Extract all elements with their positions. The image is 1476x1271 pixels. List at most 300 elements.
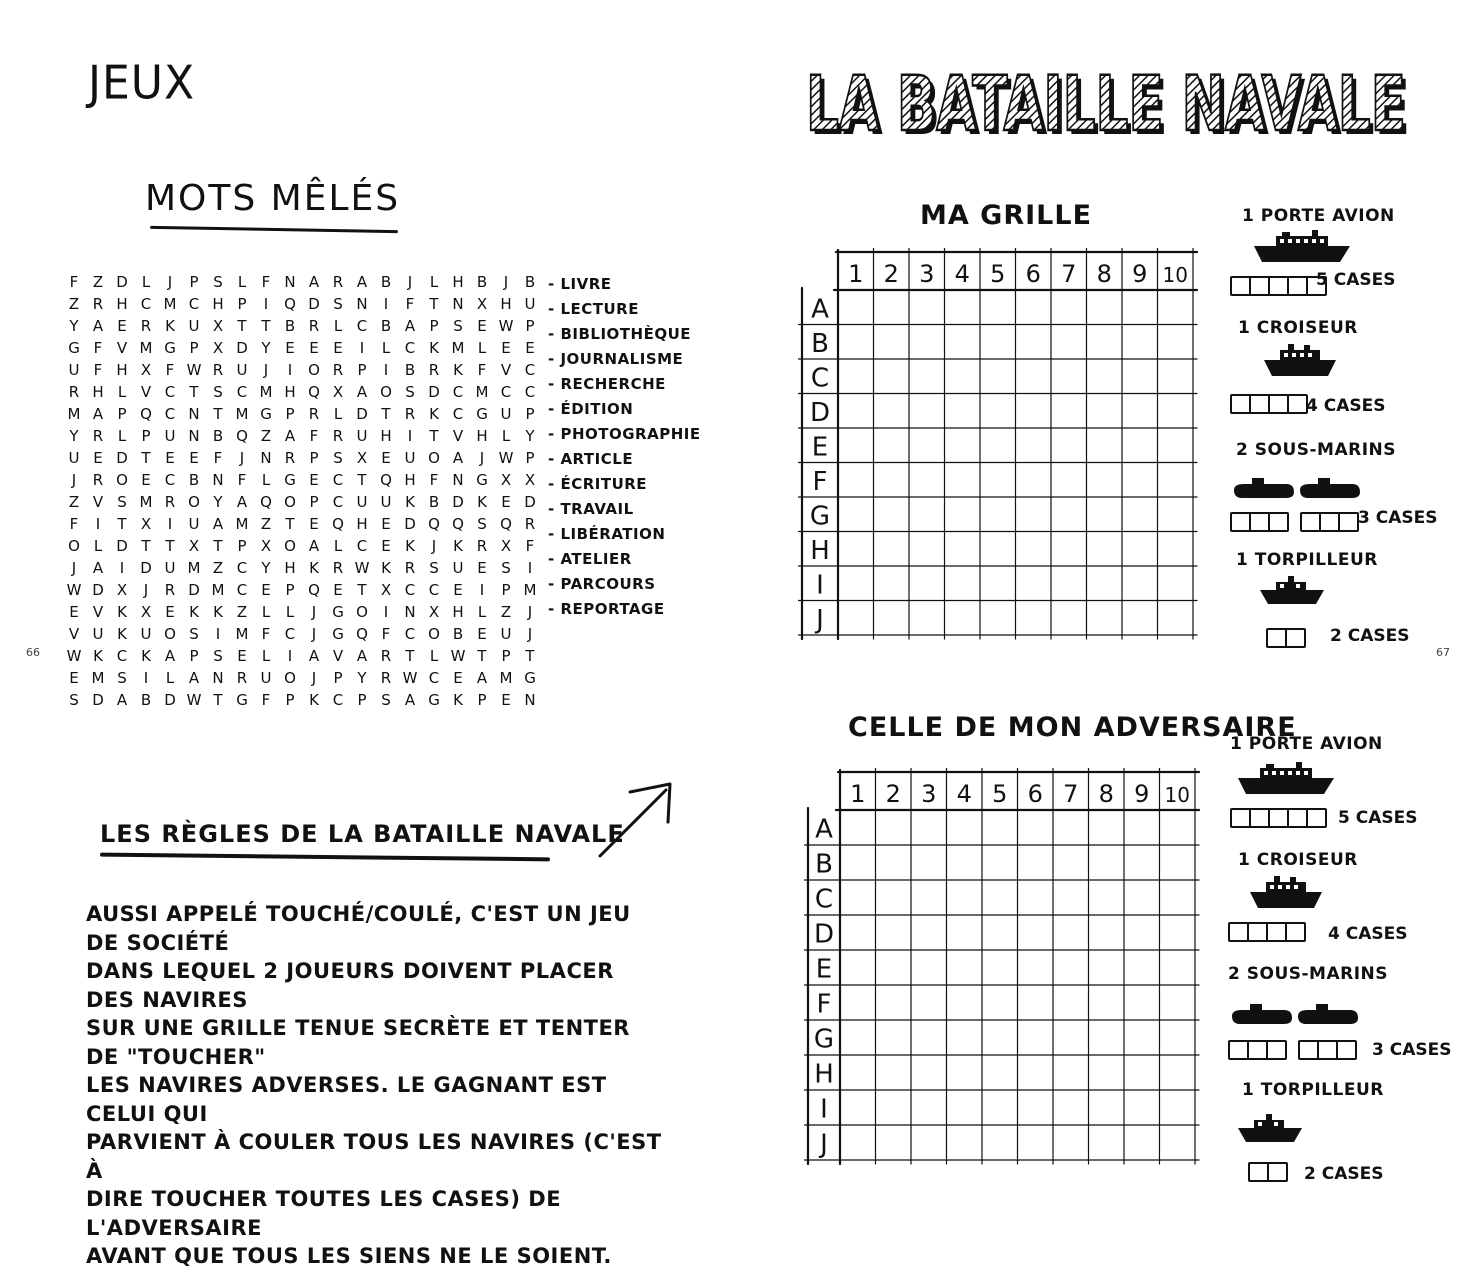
wordsearch-letter[interactable]: E bbox=[309, 471, 319, 489]
wordsearch-letter[interactable]: D bbox=[404, 515, 416, 533]
grid-cell[interactable] bbox=[1125, 986, 1159, 1019]
wordsearch-letter[interactable]: Y bbox=[525, 427, 535, 445]
wordsearch-letter[interactable]: X bbox=[140, 603, 152, 621]
grid-cell[interactable] bbox=[981, 429, 1015, 462]
wordsearch-letter[interactable]: A bbox=[116, 691, 128, 709]
wordsearch-letter[interactable]: I bbox=[143, 669, 149, 687]
wordsearch-letter[interactable]: C bbox=[188, 295, 200, 313]
wordsearch-letter[interactable]: X bbox=[212, 317, 224, 335]
wordsearch-letter[interactable]: U bbox=[500, 625, 512, 643]
grid-cell[interactable] bbox=[841, 811, 875, 844]
wordsearch-letter[interactable]: G bbox=[476, 471, 488, 489]
wordsearch-letter[interactable]: G bbox=[476, 405, 488, 423]
wordsearch-letter[interactable]: M bbox=[91, 669, 105, 687]
grid-cell[interactable] bbox=[1090, 1056, 1124, 1089]
wordsearch-letter[interactable]: B bbox=[452, 625, 464, 643]
grid-cell[interactable] bbox=[1052, 291, 1086, 324]
wordsearch-letter[interactable]: F bbox=[213, 449, 223, 467]
wordsearch-letter[interactable]: F bbox=[93, 361, 103, 379]
wordsearch-letter[interactable]: F bbox=[405, 295, 415, 313]
wordsearch-letter[interactable]: F bbox=[165, 361, 175, 379]
grid-cell[interactable] bbox=[1123, 602, 1157, 635]
grid-cell[interactable] bbox=[1161, 811, 1195, 844]
wordsearch-letter[interactable]: E bbox=[141, 471, 151, 489]
wordsearch-letter[interactable]: Y bbox=[213, 493, 223, 511]
wordsearch-letter[interactable]: K bbox=[93, 647, 103, 665]
wordsearch-letter[interactable]: L bbox=[429, 273, 439, 291]
wordsearch-letter[interactable]: N bbox=[284, 273, 296, 291]
wordsearch-letter[interactable]: U bbox=[188, 515, 200, 533]
grid-cell[interactable] bbox=[1017, 360, 1051, 393]
wordsearch-letter[interactable]: X bbox=[356, 449, 368, 467]
wordsearch-letter[interactable]: K bbox=[453, 537, 463, 555]
wordsearch-letter[interactable]: J bbox=[143, 581, 149, 599]
wordsearch-letter[interactable]: B bbox=[404, 361, 416, 379]
wordsearch-letter[interactable]: E bbox=[501, 493, 511, 511]
grid-cell[interactable] bbox=[983, 951, 1017, 984]
grid-cell[interactable] bbox=[1052, 464, 1086, 497]
wordsearch-letter[interactable]: G bbox=[332, 603, 344, 621]
wordsearch-letter[interactable]: P bbox=[237, 537, 247, 555]
wordsearch-letter[interactable]: A bbox=[356, 383, 368, 401]
wordsearch-letter[interactable]: D bbox=[188, 581, 200, 599]
wordsearch-letter[interactable]: F bbox=[261, 273, 271, 291]
wordsearch-letter[interactable]: A bbox=[452, 449, 464, 467]
wordsearch-letter[interactable]: H bbox=[476, 427, 488, 445]
grid-cell[interactable] bbox=[877, 1056, 911, 1089]
wordsearch-letter[interactable]: E bbox=[261, 581, 271, 599]
wordsearch-letter[interactable]: R bbox=[308, 405, 320, 423]
wordsearch-letter[interactable]: H bbox=[284, 559, 296, 577]
wordsearch-letter[interactable]: R bbox=[236, 669, 248, 687]
wordsearch-letter[interactable]: F bbox=[525, 537, 535, 555]
grid-cell[interactable] bbox=[877, 1091, 911, 1124]
wordsearch-letter[interactable]: C bbox=[524, 383, 536, 401]
wordsearch-letter[interactable]: I bbox=[287, 361, 293, 379]
wordsearch-letter[interactable]: H bbox=[356, 515, 368, 533]
wordsearch-letter[interactable]: P bbox=[141, 427, 151, 445]
wordsearch-letter[interactable]: Q bbox=[260, 493, 272, 511]
wordsearch-letter[interactable]: C bbox=[236, 581, 248, 599]
grid-cell[interactable] bbox=[948, 881, 982, 914]
wordsearch-letter[interactable]: L bbox=[285, 603, 295, 621]
grid-cell[interactable] bbox=[1161, 1021, 1195, 1054]
wordsearch-letter[interactable]: Q bbox=[308, 383, 320, 401]
wordsearch-letter[interactable]: W bbox=[498, 449, 514, 467]
wordsearch-letter[interactable]: R bbox=[68, 383, 80, 401]
wordsearch-letter[interactable]: H bbox=[452, 603, 464, 621]
grid-cell[interactable] bbox=[912, 1056, 946, 1089]
grid-cell[interactable] bbox=[839, 326, 873, 359]
grid-cell[interactable] bbox=[1088, 326, 1122, 359]
wordsearch-letter[interactable]: A bbox=[92, 405, 104, 423]
grid-cell[interactable] bbox=[875, 395, 909, 428]
grid-cell[interactable] bbox=[1054, 951, 1088, 984]
wordsearch-letter[interactable]: C bbox=[356, 537, 368, 555]
wordsearch-letter[interactable]: D bbox=[140, 559, 152, 577]
grid-cell[interactable] bbox=[1017, 567, 1051, 600]
grid-cell[interactable] bbox=[877, 811, 911, 844]
grid-cell[interactable] bbox=[875, 533, 909, 566]
wordsearch-letter[interactable]: G bbox=[428, 691, 440, 709]
wordsearch-letter[interactable]: Q bbox=[380, 471, 392, 489]
grid-cell[interactable] bbox=[1159, 498, 1193, 531]
wordsearch-letter[interactable]: A bbox=[356, 273, 368, 291]
wordsearch-letter[interactable]: K bbox=[117, 625, 127, 643]
wordsearch-letter[interactable]: B bbox=[524, 273, 536, 291]
grid-cell[interactable] bbox=[875, 567, 909, 600]
wordsearch-letter[interactable]: V bbox=[92, 493, 104, 511]
grid-cell[interactable] bbox=[910, 602, 944, 635]
wordsearch-letter[interactable]: L bbox=[141, 273, 151, 291]
grid-cell[interactable] bbox=[1090, 846, 1124, 879]
wordsearch-letter[interactable]: L bbox=[261, 471, 271, 489]
wordsearch-letter[interactable]: C bbox=[236, 383, 248, 401]
wordsearch-letter[interactable]: R bbox=[404, 559, 416, 577]
grid-cell[interactable] bbox=[1161, 916, 1195, 949]
wordsearch-letter[interactable]: N bbox=[212, 669, 224, 687]
wordsearch-letter[interactable]: X bbox=[332, 383, 344, 401]
wordsearch-letter[interactable]: E bbox=[309, 515, 319, 533]
wordsearch-letter[interactable]: A bbox=[92, 559, 104, 577]
wordsearch-letter[interactable]: A bbox=[188, 669, 200, 687]
grid-cell[interactable] bbox=[1125, 811, 1159, 844]
grid-cell[interactable] bbox=[841, 1091, 875, 1124]
grid-cell[interactable] bbox=[839, 498, 873, 531]
wordsearch-letter[interactable]: X bbox=[524, 471, 536, 489]
wordsearch-letter[interactable]: T bbox=[213, 691, 223, 709]
grid-cell[interactable] bbox=[981, 533, 1015, 566]
wordsearch-letter[interactable]: T bbox=[165, 537, 175, 555]
grid-cell[interactable] bbox=[1123, 429, 1157, 462]
grid-cell[interactable] bbox=[946, 498, 980, 531]
wordsearch-letter[interactable]: I bbox=[383, 603, 389, 621]
wordsearch-letter[interactable]: P bbox=[525, 449, 535, 467]
wordsearch-letter[interactable]: Y bbox=[261, 339, 271, 357]
grid-cell[interactable] bbox=[912, 881, 946, 914]
grid-cell[interactable] bbox=[1161, 881, 1195, 914]
grid-cell[interactable] bbox=[1090, 811, 1124, 844]
grid-cell[interactable] bbox=[912, 1126, 946, 1159]
grid-cell[interactable] bbox=[1125, 916, 1159, 949]
grid-cell[interactable] bbox=[841, 1056, 875, 1089]
wordsearch-letter[interactable]: T bbox=[189, 383, 199, 401]
wordsearch-letter[interactable]: S bbox=[213, 647, 223, 665]
grid-cell[interactable] bbox=[910, 360, 944, 393]
wordsearch-letter[interactable]: F bbox=[69, 273, 79, 291]
wordsearch-letter[interactable]: C bbox=[164, 383, 176, 401]
wordsearch-letter[interactable]: U bbox=[356, 427, 368, 445]
grid-cell[interactable] bbox=[841, 1126, 875, 1159]
grid-cell[interactable] bbox=[910, 326, 944, 359]
wordsearch-letter[interactable]: R bbox=[332, 273, 344, 291]
grid-cell[interactable] bbox=[1123, 360, 1157, 393]
wordsearch-letter[interactable]: Q bbox=[284, 295, 296, 313]
wordsearch-letter[interactable]: L bbox=[117, 383, 127, 401]
wordsearch-letter[interactable]: O bbox=[284, 537, 296, 555]
wordsearch-letter[interactable]: E bbox=[381, 515, 391, 533]
wordsearch-letter[interactable]: N bbox=[452, 295, 464, 313]
wordsearch-letter[interactable]: T bbox=[117, 515, 127, 533]
wordsearch-letter[interactable]: C bbox=[284, 625, 296, 643]
wordsearch-letter[interactable]: G bbox=[284, 471, 296, 489]
wordsearch-letter[interactable]: S bbox=[213, 273, 223, 291]
wordsearch-letter[interactable]: H bbox=[92, 383, 104, 401]
wordsearch-letter[interactable]: O bbox=[380, 383, 392, 401]
wordsearch-letter[interactable]: R bbox=[404, 405, 416, 423]
grid-cell[interactable] bbox=[948, 1126, 982, 1159]
grid-cell[interactable] bbox=[1090, 1021, 1124, 1054]
grid-cell[interactable] bbox=[839, 533, 873, 566]
wordsearch-letter[interactable]: U bbox=[404, 449, 416, 467]
grid-cell[interactable] bbox=[1088, 464, 1122, 497]
wordsearch-letter[interactable]: D bbox=[164, 691, 176, 709]
wordsearch-letter[interactable]: M bbox=[211, 581, 225, 599]
grid-cell[interactable] bbox=[946, 464, 980, 497]
wordsearch-letter[interactable]: R bbox=[164, 581, 176, 599]
wordsearch-letter[interactable]: C bbox=[332, 493, 344, 511]
grid-cell[interactable] bbox=[1090, 916, 1124, 949]
wordsearch-letter[interactable]: S bbox=[429, 559, 439, 577]
grid-cell[interactable] bbox=[841, 951, 875, 984]
grid-cell[interactable] bbox=[1054, 881, 1088, 914]
wordsearch-letter[interactable]: M bbox=[235, 515, 249, 533]
wordsearch-letter[interactable]: C bbox=[164, 405, 176, 423]
wordsearch-letter[interactable]: X bbox=[140, 361, 152, 379]
wordsearch-letter[interactable]: M bbox=[139, 339, 153, 357]
grid-cell[interactable] bbox=[910, 533, 944, 566]
wordsearch-letter[interactable]: S bbox=[501, 559, 511, 577]
grid-cell[interactable] bbox=[1088, 602, 1122, 635]
grid-cell[interactable] bbox=[946, 360, 980, 393]
wordsearch-letter[interactable]: E bbox=[333, 339, 343, 357]
wordsearch-letter[interactable]: A bbox=[284, 427, 296, 445]
wordsearch-letter[interactable]: K bbox=[141, 647, 151, 665]
grid-cell[interactable] bbox=[1054, 1091, 1088, 1124]
wordsearch-letter[interactable]: C bbox=[428, 581, 440, 599]
wordsearch-letter[interactable]: Q bbox=[236, 427, 248, 445]
grid-cell[interactable] bbox=[1019, 1056, 1053, 1089]
wordsearch-letter[interactable]: L bbox=[117, 427, 127, 445]
wordsearch-letter[interactable]: J bbox=[503, 273, 509, 291]
wordsearch-letter[interactable]: N bbox=[212, 471, 224, 489]
wordsearch-letter[interactable]: Z bbox=[68, 295, 80, 313]
wordsearch-letter[interactable]: C bbox=[500, 383, 512, 401]
grid-cell[interactable] bbox=[1161, 1056, 1195, 1089]
grid-cell[interactable] bbox=[912, 846, 946, 879]
wordsearch-letter[interactable]: R bbox=[332, 427, 344, 445]
grid-cell[interactable] bbox=[839, 429, 873, 462]
grid-cell[interactable] bbox=[1090, 986, 1124, 1019]
grid-cell[interactable] bbox=[1019, 881, 1053, 914]
wordsearch-letter[interactable]: F bbox=[69, 515, 79, 533]
wordsearch-letter[interactable]: E bbox=[501, 691, 511, 709]
wordsearch-letter[interactable]: E bbox=[309, 339, 319, 357]
wordsearch-letter[interactable]: S bbox=[213, 383, 223, 401]
grid-cell[interactable] bbox=[1052, 498, 1086, 531]
grid-cell[interactable] bbox=[948, 951, 982, 984]
wordsearch-letter[interactable]: J bbox=[71, 471, 77, 489]
wordsearch-letter[interactable]: Y bbox=[261, 559, 271, 577]
wordsearch-letter[interactable]: H bbox=[452, 273, 464, 291]
wordsearch-letter[interactable]: J bbox=[167, 273, 173, 291]
grid-cell[interactable] bbox=[1088, 429, 1122, 462]
wordsearch-letter[interactable]: N bbox=[188, 405, 200, 423]
grid-cell[interactable] bbox=[1019, 951, 1053, 984]
wordsearch-letter[interactable]: H bbox=[380, 427, 392, 445]
wordsearch-letter[interactable]: N bbox=[452, 471, 464, 489]
wordsearch-letter[interactable]: X bbox=[140, 515, 152, 533]
grid-cell[interactable] bbox=[912, 811, 946, 844]
grid-cell[interactable] bbox=[841, 916, 875, 949]
wordsearch-letter[interactable]: L bbox=[165, 669, 175, 687]
grid-cell[interactable] bbox=[1159, 395, 1193, 428]
wordsearch-letter[interactable]: H bbox=[116, 361, 128, 379]
wordsearch-letter[interactable]: Z bbox=[236, 603, 248, 621]
grid-cell[interactable] bbox=[877, 881, 911, 914]
wordsearch-letter[interactable]: M bbox=[139, 493, 153, 511]
wordsearch-letter[interactable]: U bbox=[188, 317, 200, 335]
wordsearch-letter[interactable]: N bbox=[260, 449, 272, 467]
wordsearch-letter[interactable]: P bbox=[285, 581, 295, 599]
wordsearch-letter[interactable]: G bbox=[524, 669, 536, 687]
wordsearch-letter[interactable]: M bbox=[187, 559, 201, 577]
wordsearch-letter[interactable]: E bbox=[477, 317, 487, 335]
wordsearch-letter[interactable]: F bbox=[237, 471, 247, 489]
wordsearch-letter[interactable]: M bbox=[259, 383, 273, 401]
wordsearch-letter[interactable]: E bbox=[237, 647, 247, 665]
wordsearch-letter[interactable]: X bbox=[428, 603, 440, 621]
grid-cell[interactable] bbox=[1019, 846, 1053, 879]
grid-cell[interactable] bbox=[946, 602, 980, 635]
wordsearch-letter[interactable]: Z bbox=[260, 515, 272, 533]
wordsearch-letter[interactable]: J bbox=[527, 625, 533, 643]
wordsearch-letter[interactable]: W bbox=[186, 361, 202, 379]
wordsearch-letter[interactable]: R bbox=[212, 361, 224, 379]
wordsearch-letter[interactable]: E bbox=[453, 669, 463, 687]
wordsearch-letter[interactable]: P bbox=[429, 317, 439, 335]
wordsearch-letter[interactable]: Z bbox=[260, 427, 272, 445]
grid-cell[interactable] bbox=[1052, 567, 1086, 600]
wordsearch-letter[interactable]: D bbox=[524, 493, 536, 511]
wordsearch-letter[interactable]: H bbox=[116, 295, 128, 313]
grid-cell[interactable] bbox=[1052, 395, 1086, 428]
wordsearch-letter[interactable]: P bbox=[189, 339, 199, 357]
wordsearch-letter[interactable]: P bbox=[309, 449, 319, 467]
wordsearch-letter[interactable]: T bbox=[141, 537, 151, 555]
wordsearch-letter[interactable]: G bbox=[68, 339, 80, 357]
wordsearch-letter[interactable]: U bbox=[380, 493, 392, 511]
wordsearch-letter[interactable]: N bbox=[404, 603, 416, 621]
wordsearch-letter[interactable]: E bbox=[117, 317, 127, 335]
wordsearch-letter[interactable]: N bbox=[524, 691, 536, 709]
wordsearch-letter[interactable]: I bbox=[263, 295, 269, 313]
wordsearch-letter[interactable]: A bbox=[164, 647, 176, 665]
wordsearch-letter[interactable]: C bbox=[332, 471, 344, 489]
grid-cell[interactable] bbox=[877, 1126, 911, 1159]
wordsearch-letter[interactable]: T bbox=[261, 317, 271, 335]
grid-cell[interactable] bbox=[1123, 498, 1157, 531]
grid-cell[interactable] bbox=[1017, 464, 1051, 497]
grid-cell[interactable] bbox=[1161, 951, 1195, 984]
grid-cell[interactable] bbox=[948, 986, 982, 1019]
wordsearch-letter[interactable]: Q bbox=[332, 515, 344, 533]
grid-cell[interactable] bbox=[1159, 326, 1193, 359]
wordsearch-letter[interactable]: S bbox=[381, 691, 391, 709]
wordsearch-letter[interactable]: K bbox=[429, 339, 439, 357]
wordsearch-letter[interactable]: X bbox=[260, 537, 272, 555]
wordsearch-letter[interactable]: U bbox=[260, 669, 272, 687]
wordsearch-letter[interactable]: A bbox=[308, 273, 320, 291]
grid-cell[interactable] bbox=[1125, 1021, 1159, 1054]
grid-cell[interactable] bbox=[1090, 951, 1124, 984]
grid-cell[interactable] bbox=[910, 291, 944, 324]
wordsearch-letter[interactable]: N bbox=[356, 295, 368, 313]
wordsearch-letter[interactable]: X bbox=[212, 339, 224, 357]
wordsearch-letter[interactable]: T bbox=[405, 647, 415, 665]
wordsearch-letter[interactable]: C bbox=[404, 581, 416, 599]
wordsearch-letter[interactable]: I bbox=[359, 339, 365, 357]
grid-cell[interactable] bbox=[839, 602, 873, 635]
grid-cell[interactable] bbox=[983, 916, 1017, 949]
wordsearch-letter[interactable]: P bbox=[501, 647, 511, 665]
wordsearch-letter[interactable]: V bbox=[452, 427, 464, 445]
wordsearch-letter[interactable]: C bbox=[140, 295, 152, 313]
grid-cell[interactable] bbox=[946, 567, 980, 600]
wordsearch-letter[interactable]: V bbox=[92, 603, 104, 621]
grid-cell[interactable] bbox=[1088, 395, 1122, 428]
grid-cell[interactable] bbox=[875, 429, 909, 462]
wordsearch-letter[interactable]: C bbox=[356, 317, 368, 335]
wordsearch-letter[interactable]: T bbox=[357, 471, 367, 489]
grid-cell[interactable] bbox=[1125, 846, 1159, 879]
wordsearch-letter[interactable]: S bbox=[453, 317, 463, 335]
wordsearch-letter[interactable]: C bbox=[404, 625, 416, 643]
wordsearch-letter[interactable]: E bbox=[93, 449, 103, 467]
wordsearch-letter[interactable]: D bbox=[356, 405, 368, 423]
grid-cell[interactable] bbox=[1054, 986, 1088, 1019]
wordsearch-letter[interactable]: E bbox=[501, 339, 511, 357]
grid-cell[interactable] bbox=[1123, 464, 1157, 497]
my-grid[interactable] bbox=[798, 248, 1199, 641]
wordsearch-letter[interactable]: L bbox=[261, 647, 271, 665]
wordsearch-letter[interactable]: M bbox=[235, 405, 249, 423]
wordsearch-letter[interactable]: A bbox=[308, 537, 320, 555]
wordsearch-letter[interactable]: U bbox=[164, 559, 176, 577]
grid-cell[interactable] bbox=[877, 986, 911, 1019]
wordsearch-letter[interactable]: J bbox=[311, 603, 317, 621]
wordsearch-letter[interactable]: M bbox=[451, 339, 465, 357]
wordsearch-letter[interactable]: C bbox=[524, 361, 536, 379]
grid-cell[interactable] bbox=[1052, 533, 1086, 566]
wordsearch-letter[interactable]: X bbox=[380, 581, 392, 599]
wordsearch-letter[interactable]: A bbox=[236, 493, 248, 511]
wordsearch-letter[interactable]: D bbox=[92, 581, 104, 599]
wordsearch-letter[interactable]: A bbox=[212, 515, 224, 533]
grid-cell[interactable] bbox=[912, 1091, 946, 1124]
grid-cell[interactable] bbox=[946, 326, 980, 359]
grid-cell[interactable] bbox=[1054, 811, 1088, 844]
wordsearch-letter[interactable]: Q bbox=[500, 515, 512, 533]
wordsearch-letter[interactable]: P bbox=[477, 691, 487, 709]
grid-cell[interactable] bbox=[1123, 567, 1157, 600]
wordsearch-letter[interactable]: U bbox=[452, 559, 464, 577]
grid-cell[interactable] bbox=[875, 498, 909, 531]
grid-cell[interactable] bbox=[841, 881, 875, 914]
grid-cell[interactable] bbox=[912, 951, 946, 984]
wordsearch-letter[interactable]: J bbox=[71, 559, 77, 577]
wordsearch-letter[interactable]: T bbox=[477, 647, 487, 665]
